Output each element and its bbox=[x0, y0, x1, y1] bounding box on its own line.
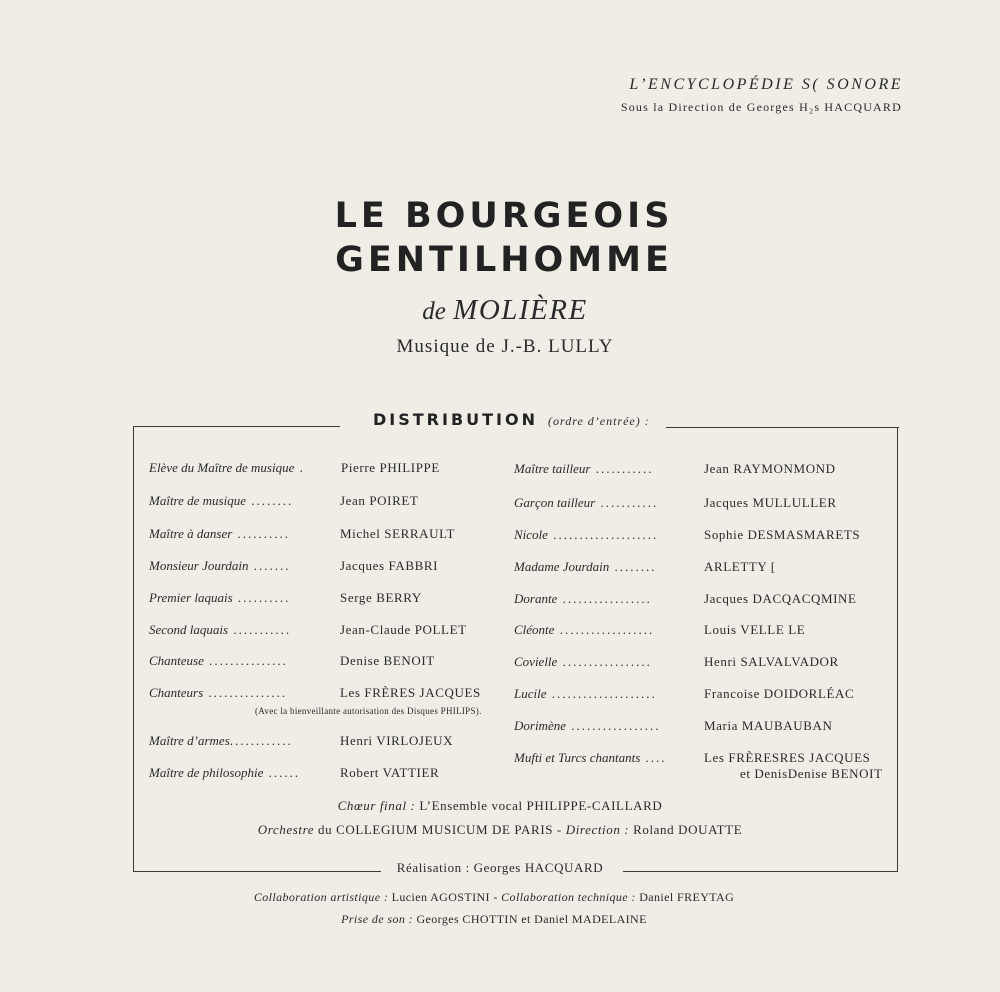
role-left-6: Second laquais ........... bbox=[149, 622, 292, 637]
actor-right-6: Louis VELLE LE bbox=[704, 622, 806, 637]
orchestra-credit bbox=[0, 822, 1000, 838]
role-right-9: Dorimène ................. bbox=[514, 718, 661, 733]
role-left-5: Premier laquais .......... bbox=[149, 590, 291, 605]
frame-top-left bbox=[133, 426, 340, 427]
role-right-2: Garçon tailleur ........... bbox=[514, 495, 659, 510]
role-left-1: Elève du Maître de musique . bbox=[149, 460, 305, 475]
actor-left-10: Robert VATTIER bbox=[340, 765, 440, 780]
distribution-heading bbox=[373, 410, 650, 430]
realisation-credit: Réalisation : Georges HACQUARD bbox=[396, 860, 604, 875]
distribution-subtitle: (ordre d’entrée) : bbox=[548, 414, 650, 428]
role-right-3: Nicole .................... bbox=[514, 527, 659, 542]
play-title-line-2: GENTILHOMME bbox=[335, 240, 673, 280]
author-name: MOLIÈRE bbox=[453, 294, 588, 326]
actor-left-3: Michel SERRAULT bbox=[340, 526, 456, 541]
technical-label: Collaboration technique : bbox=[501, 890, 636, 904]
actor-left-9: Henri VIRLOJEUX bbox=[340, 733, 454, 748]
role-left-10: Maître de philosophie ...... bbox=[149, 765, 301, 780]
record-label-note: (Avec la bienveillante autorisation des Disques PHILIPS). bbox=[255, 706, 482, 716]
collaboration-credits bbox=[0, 890, 988, 905]
sound-value: Georges CHOTTIN et Daniel MADELAINE bbox=[413, 912, 647, 926]
actor-right-8: Francoise DOIDORLÉAC bbox=[704, 686, 855, 701]
choir-label: Chœur final : bbox=[337, 798, 416, 813]
actor-right-10: Les FRÈRESRES JACQUES bbox=[704, 750, 871, 765]
author-prefix: de bbox=[422, 298, 446, 325]
role-right-6: Cléonte .................. bbox=[514, 622, 655, 637]
role-left-9: Maître d’armes............ bbox=[149, 733, 293, 748]
actor-left-5: Serge BERRY bbox=[340, 590, 422, 605]
artistic-label: Collaboration artistique : bbox=[253, 890, 389, 904]
play-title-line-1: LE BOURGEOIS bbox=[334, 196, 674, 236]
actor-left-7: Denise BENOIT bbox=[340, 653, 435, 668]
technical-value: Daniel FREYTAG bbox=[635, 890, 735, 904]
role-left-4: Monsieur Jourdain ....... bbox=[149, 558, 291, 573]
role-right-10: Mufti et Turcs chantants .... bbox=[514, 750, 667, 765]
orchestra-label: Orchestre bbox=[257, 822, 315, 837]
actor-left-6: Jean-Claude POLLET bbox=[340, 622, 467, 637]
choir-credit bbox=[0, 798, 1000, 814]
actor-right-2: Jacques MULLULLER bbox=[704, 495, 837, 510]
series-direction: Sous la Direction de Georges H₂s HACQUARD bbox=[620, 100, 902, 114]
role-right-7: Covielle ................. bbox=[514, 654, 652, 669]
sound-label: Prise de son : bbox=[341, 912, 414, 926]
orchestra-value: du COLLEGIUM MUSICUM DE PARIS - bbox=[314, 822, 566, 837]
author-line bbox=[0, 294, 1000, 327]
conductor-label: Direction : bbox=[565, 822, 630, 837]
role-right-8: Lucile .................... bbox=[514, 686, 657, 701]
actor-right-7: Henri SALVALVADOR bbox=[704, 654, 839, 669]
actor-right-1: Jean RAYMONMOND bbox=[704, 461, 836, 476]
role-right-1: Maître tailleur ........... bbox=[514, 461, 654, 476]
series-title: L’ENCYCLOPÉDIE S( SONORE bbox=[629, 76, 903, 93]
music-credit: Musique de J.-B. LULLY bbox=[396, 336, 614, 357]
frame-top-right bbox=[666, 427, 899, 428]
actor-left-1: Pierre PHILIPPE bbox=[341, 460, 440, 475]
actor-left-4: Jacques FABBRI bbox=[340, 558, 439, 573]
distribution-title: DISTRIBUTION bbox=[373, 410, 538, 429]
actor-right-5: Jacques DACQACQMINE bbox=[704, 591, 857, 606]
role-left-8: Chanteurs ............... bbox=[149, 685, 288, 700]
actor-right-9: Maria MAUBAUBAN bbox=[704, 718, 833, 733]
actor-right-4: ARLETTY [ bbox=[704, 559, 776, 574]
actor-right-10-line-2: et DenisDenise BENOIT bbox=[740, 766, 883, 781]
role-left-3: Maître à danser .......... bbox=[149, 526, 291, 541]
sound-recording-credit bbox=[0, 912, 988, 927]
conductor-value: Roland DOUATTE bbox=[629, 822, 743, 837]
artistic-value: Lucien AGOSTINI - bbox=[388, 890, 502, 904]
role-right-5: Dorante ................. bbox=[514, 591, 652, 606]
role-right-4: Madame Jourdain ........ bbox=[514, 559, 657, 574]
actor-left-8: Les FRÈRES JACQUES bbox=[340, 685, 481, 700]
role-left-7: Chanteuse ............... bbox=[149, 653, 288, 668]
actor-left-2: Jean POIRET bbox=[340, 493, 419, 508]
choir-value: L’Ensemble vocal PHILIPPE-CAILLARD bbox=[415, 798, 663, 813]
actor-right-3: Sophie DESMASMARETS bbox=[704, 527, 861, 542]
role-left-2: Maître de musique ........ bbox=[149, 493, 294, 508]
